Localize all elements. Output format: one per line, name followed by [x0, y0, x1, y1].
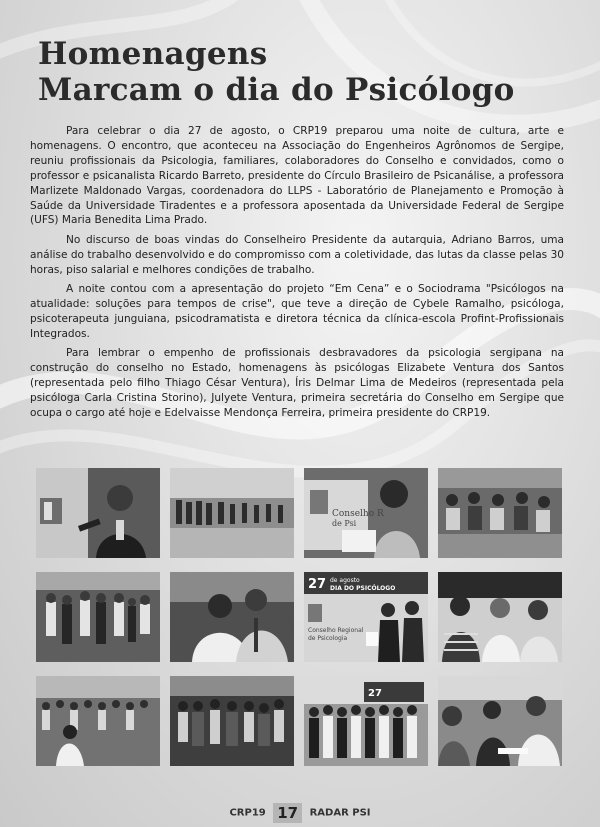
photo-award-banner	[304, 572, 428, 662]
svg-text:27: 27	[368, 688, 382, 699]
photo-seated-group	[438, 468, 562, 558]
svg-text:27: 27	[308, 577, 327, 592]
paragraph: A noite contou com a apresentação do projeto “Em Cena” e o Sociodrama "Psicólogos na atualidade: soluções para tempos de crise", que teve a direção de Cybele Ramalho, psicóloga, psicoterapeuta junguiana, psicodramatista e diretora técnica da clínica-escola Profint-Profissionais Integrados.	[30, 283, 564, 340]
page-number: 17	[273, 803, 302, 823]
footer-left-label: CRP19	[229, 807, 266, 819]
photo-table-guests	[438, 676, 562, 766]
article-title	[38, 36, 578, 108]
photo-speaker-man	[36, 468, 160, 558]
photo-three-people	[438, 572, 562, 662]
article-body	[30, 124, 564, 425]
svg-text:de Psicologia: de Psicologia	[308, 635, 348, 642]
photo-group-photo	[304, 676, 428, 766]
svg-text:Conselho R: Conselho R	[332, 509, 384, 519]
footer-right-label: RADAR PSI	[309, 807, 371, 819]
page-footer	[0, 803, 600, 823]
paragraph: No discurso de boas vindas do Conselheiro Presidente da autarquia, Adriano Barros, uma análise do trabalho desenvolvido e do compromisso com a coletividade, das lutas da classe pelas 30 horas, piso salarial e melhores condições de trabalho.	[30, 233, 564, 276]
paragraph: Para celebrar o dia 27 de agosto, o CRP19 preparou uma noite de cultura, arte e homenagens. O encontro, que aconteceu na Associação do Engenheiros Agrônomos de Sergipe, reuniu profissionais da Psicologia, familiares, colaboradores do Conselho e convidados, como o professor e psicanalista Ricardo Barreto, presidente do Círculo Brasileiro de Psicanálise, a professora Marlizete Maldonado Vargas, coordenadora do LLPS - Laboratório de Planejamento e Promoção à Saúde da Universidade Tiradentes e a professora aposentada da Universidade Federal de Sergipe (UFS) Maria Benedita Lima Prado.	[30, 125, 564, 227]
photo-embrace	[170, 572, 294, 662]
title-line-1: Homenagens	[38, 36, 268, 72]
svg-text:DIA DO PSICÓLOGO: DIA DO PSICÓLOGO	[330, 585, 396, 592]
photo-dance-hall	[170, 676, 294, 766]
photo-circle-crowd	[170, 468, 294, 558]
photo-hall-crowd	[36, 676, 160, 766]
svg-text:de agosto: de agosto	[330, 577, 360, 584]
svg-text:de Psi: de Psi	[332, 519, 357, 528]
title-line-2: Marcam o dia do Psicólogo	[38, 72, 515, 108]
photo-dance-crowd	[36, 572, 160, 662]
paragraph: Para lembrar o empenho de profissionais desbravadores da psicologia sergipana na construção do conselho no Estado, homenagens às psicólogas Elizabete Ventura dos Santos (representada pelo filho Thiago César Ventura), Íris Delmar Lima de Medeiros (representada pela psicóloga Carla Cristina Storino), Julyete Ventura, primeira secretária do Conselho em Sergipe que ocupa o cargo até hoje e Edelvaisse Mendonça Ferreira, primeira presidente do CRP19.	[30, 347, 564, 419]
svg-text:Conselho Regional: Conselho Regional	[308, 627, 364, 634]
photo-speaker-woman	[304, 468, 428, 558]
photo-gallery	[36, 468, 562, 764]
